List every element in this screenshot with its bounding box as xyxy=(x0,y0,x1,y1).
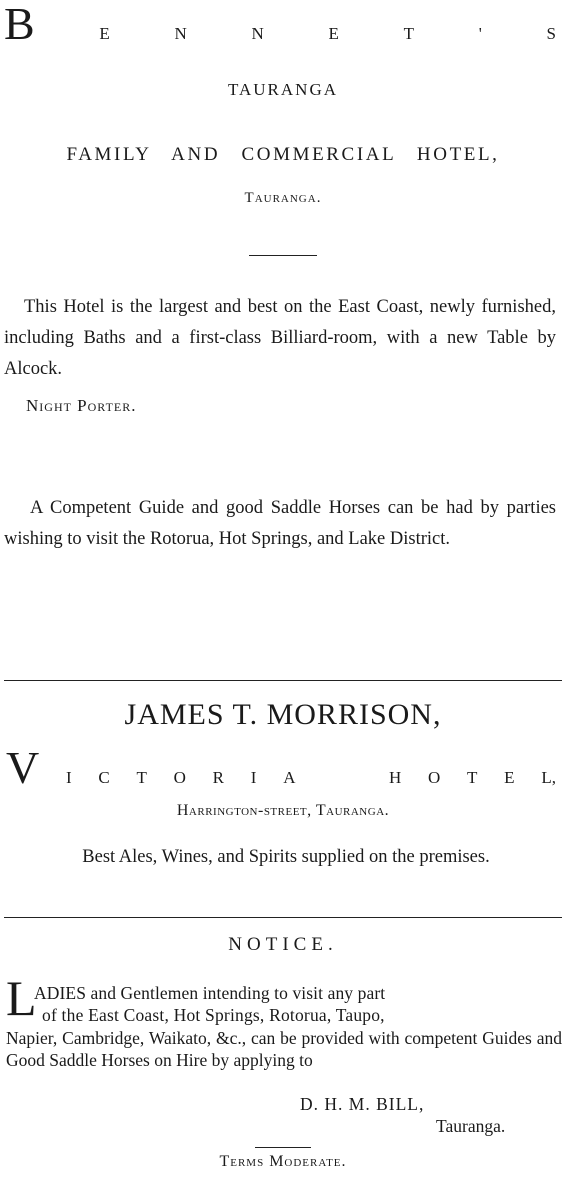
divider xyxy=(249,255,317,256)
hotel-name: FAMILY AND COMMERCIAL HOTEL, xyxy=(66,144,500,165)
headline-letter: H xyxy=(388,768,402,787)
headline-letter: E xyxy=(328,24,339,43)
notice-signatory-town: Tauranga. xyxy=(436,1116,506,1136)
hotel-location: Tauranga. xyxy=(244,190,322,206)
headline-letter: T xyxy=(467,768,478,787)
headline-letter: E xyxy=(504,768,515,787)
bennets-headline xyxy=(4,0,556,49)
guide-notice: A Competent Guide and good Saddle Horses can be had by parties wishing to visit the Rotorua, Hot Springs, and Lake District. xyxy=(4,498,556,549)
section-divider xyxy=(4,680,562,681)
night-porter: Night Porter. xyxy=(26,396,137,415)
headline-letter: R xyxy=(212,768,225,787)
headline-letter: A xyxy=(283,768,296,787)
hotel-offer: Best Ales, Wines, and Spirits supplied on the premises. xyxy=(82,847,490,867)
headline-letter: E xyxy=(99,24,110,43)
hotel-address: Harrington-street, Tauranga. xyxy=(176,802,390,819)
proprietor-name: JAMES T. MORRISON, xyxy=(124,698,442,731)
headline-letter: I xyxy=(250,768,257,787)
headline-letter: N xyxy=(251,24,264,43)
headline-letter: C xyxy=(98,768,110,787)
notice-heading: NOTICE. xyxy=(228,934,338,955)
headline-letter: ' xyxy=(478,24,482,43)
hotel-description: This Hotel is the largest and best on the East Coast, newly furnished, including Baths and a first-class Billiard-room, with a new Table by Alcock. xyxy=(4,297,556,379)
headline-letter: O xyxy=(173,768,186,787)
notice-signatory: D. H. M. BILL, xyxy=(300,1094,425,1114)
headline-initial: V xyxy=(6,742,40,793)
notice-body-first-line: ADIES and Gentlemen intending to visit any part xyxy=(34,983,386,1003)
headline-letter: T xyxy=(136,768,147,787)
notice-body-text: Napier, Cambridge, Waikato, &c., can be provided with competent Guides and Good Saddle Horses on Hire by applying to xyxy=(6,1028,562,1070)
notice-terms: Terms Moderate. xyxy=(219,1153,347,1170)
headline-letter: L, xyxy=(541,768,556,787)
headline-letter: N xyxy=(174,24,187,43)
notice-drop-cap: L xyxy=(6,970,37,1026)
divider xyxy=(255,1147,311,1148)
section-divider xyxy=(4,917,562,918)
headline-letter: T xyxy=(403,24,415,43)
headline-initial: B xyxy=(4,0,35,49)
town-heading: TAURANGA xyxy=(227,80,339,99)
notice-body-second-line: of the East Coast, Hot Springs, Rotorua, Taupo, xyxy=(42,1005,385,1025)
victoria-hotel-headline xyxy=(6,742,556,793)
headline-letter: S xyxy=(546,24,556,43)
headline-letter: I xyxy=(65,768,72,787)
headline-letter: O xyxy=(428,768,441,787)
